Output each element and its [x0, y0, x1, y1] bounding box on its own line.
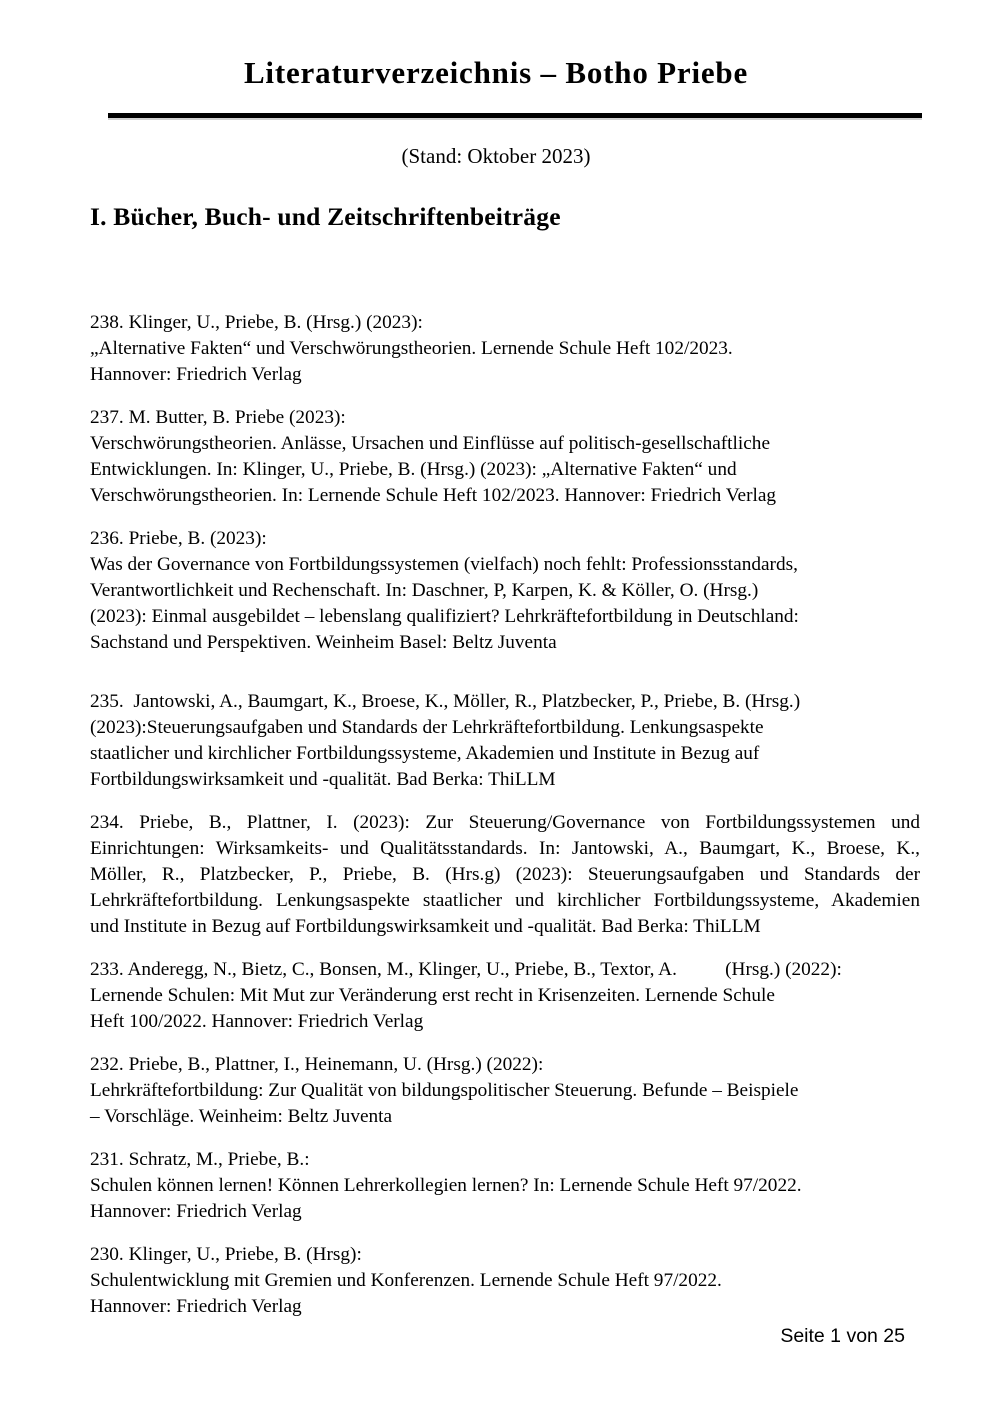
- entry-line: Verantwortlichkeit und Rechenschaft. In: Daschner, P, Karpen, K. & Köller, O. (Hrsg.): [90, 580, 759, 601]
- entry-line: Lehrkräftefortbildung: Zur Qualität von bildungspolitischer Steuerung. Befunde – Beispiele: [90, 1080, 799, 1101]
- entry-233: [90, 957, 920, 1035]
- entry-line: 236. Priebe, B. (2023):: [90, 528, 267, 549]
- entry-line: Lernende Schulen: Mit Mut zur Veränderung erst recht in Krisenzeiten. Lernende Schule: [90, 985, 775, 1006]
- entry-line: 235. Jantowski, A., Baumgart, K., Broese, K., Möller, R., Platzbecker, P., Priebe, B. (Hrsg.): [90, 691, 801, 712]
- bibliography-list: [90, 310, 920, 1320]
- entry-line: Schulen können lernen! Können Lehrerkollegien lernen? In: Lernende Schule Heft 97/2022.: [90, 1175, 802, 1196]
- entry-232: [90, 1052, 920, 1130]
- date-subtitle: (Stand: Oktober 2023): [401, 144, 591, 168]
- title-divider-rule: [108, 113, 922, 118]
- entry-line: 237. M. Butter, B. Priebe (2023):: [90, 407, 346, 428]
- entry-line: und Institute in Bezug auf Fortbildungswirksamkeit und -qualität. Bad Berka: ThiLLM: [90, 916, 761, 937]
- entry-line: 230. Klinger, U., Priebe, B. (Hrsg):: [90, 1244, 362, 1265]
- entry-line: Hannover: Friedrich Verlag: [90, 364, 302, 385]
- entry-line: Verschwörungstheorien. Anlässe, Ursachen und Einflüsse auf politisch-gesellschaftliche: [90, 433, 771, 454]
- entry-line: – Vorschläge. Weinheim: Beltz Juventa: [90, 1106, 393, 1127]
- entry-line: Einrichtungen: Wirksamkeits- und Qualitätsstandards. In: Jantowski, A., Baumgart, K., Broese, K.,: [90, 838, 920, 859]
- entry-238: [90, 310, 920, 388]
- entry-230: [90, 1242, 920, 1320]
- entry-line: Fortbildungswirksamkeit und -qualität. Bad Berka: ThiLLM: [90, 769, 556, 790]
- entry-235: [90, 689, 920, 793]
- page-number: Seite 1 von 25: [780, 1325, 905, 1347]
- entry-line: 231. Schratz, M., Priebe, B.:: [90, 1149, 310, 1170]
- entry-234: [90, 810, 920, 940]
- entry-line: 232. Priebe, B., Plattner, I., Heinemann, U. (Hrsg.) (2022):: [90, 1054, 544, 1075]
- entry-236: [90, 526, 920, 656]
- entry-line: Entwicklungen. In: Klinger, U., Priebe, B. (Hrsg.) (2023): „Alternative Fakten“ und: [90, 459, 737, 480]
- entry-237: [90, 405, 920, 509]
- entry-line: Heft 100/2022. Hannover: Friedrich Verlag: [90, 1011, 424, 1032]
- entry-231: [90, 1147, 920, 1225]
- entry-line: Schulentwicklung mit Gremien und Konferenzen. Lernende Schule Heft 97/2022.: [90, 1270, 722, 1291]
- entry-line: Hannover: Friedrich Verlag: [90, 1296, 302, 1317]
- entry-line: Lehrkräftefortbildung. Lenkungsaspekte staatlicher und kirchlicher Fortbildungssysteme, Akademien: [90, 890, 920, 911]
- entry-line: Hannover: Friedrich Verlag: [90, 1201, 302, 1222]
- entry-line: Sachstand und Perspektiven. Weinheim Basel: Beltz Juventa: [90, 632, 557, 653]
- entry-line: (2023): Einmal ausgebildet – lebenslang qualifiziert? Lehrkräftefortbildung in Deutschland:: [90, 606, 799, 627]
- entry-line: staatlicher und kirchlicher Fortbildungssysteme, Akademien und Institute in Bezug auf: [90, 743, 760, 764]
- page-title: Literaturverzeichnis – Botho Priebe: [243, 55, 749, 90]
- section-heading: I. Bücher, Buch- und Zeitschriftenbeiträge: [90, 202, 561, 231]
- entry-line: Verschwörungstheorien. In: Lernende Schule Heft 102/2023. Hannover: Friedrich Verlag: [90, 485, 777, 506]
- entry-line: 238. Klinger, U., Priebe, B. (Hrsg.) (2023):: [90, 312, 423, 333]
- entry-line: 233. Anderegg, N., Bietz, C., Bonsen, M., Klinger, U., Priebe, B., Textor, A. (Hrsg.) (2022):: [90, 959, 842, 980]
- entry-line: Was der Governance von Fortbildungssystemen (vielfach) noch fehlt: Professionsstandards,: [90, 554, 798, 575]
- entry-line: 234. Priebe, B., Plattner, I. (2023): Zur Steuerung/Governance von Fortbildungssystemen und: [90, 812, 920, 833]
- entry-line: (2023):Steuerungsaufgaben und Standards der Lehrkräftefortbildung. Lenkungsaspekte: [90, 717, 764, 738]
- entry-line: Möller, R., Platzbecker, P., Priebe, B. (Hrs.g) (2023): Steuerungsaufgaben und Standards der: [90, 864, 920, 885]
- entry-line: „Alternative Fakten“ und Verschwörungstheorien. Lernende Schule Heft 102/2023.: [90, 338, 733, 359]
